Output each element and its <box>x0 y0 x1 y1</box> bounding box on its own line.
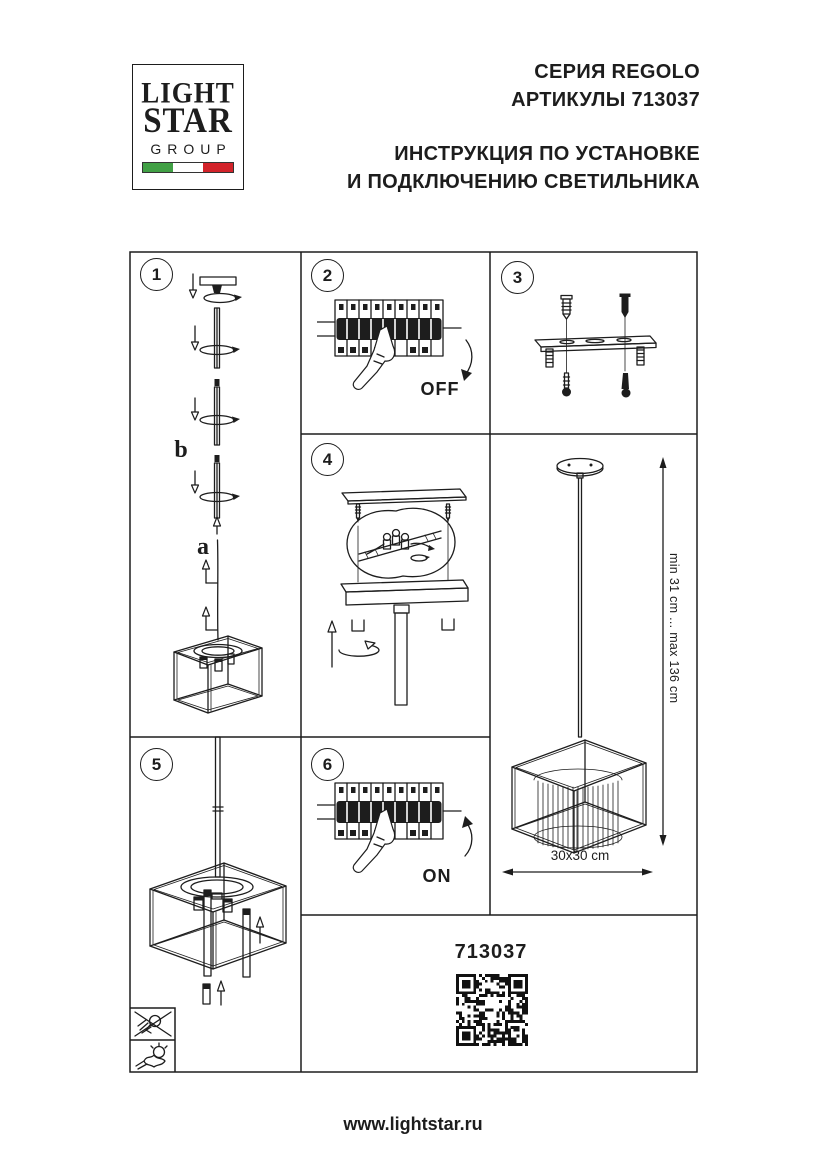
no-bare-hands-icon <box>130 1008 175 1040</box>
step-4-diagram <box>301 434 490 737</box>
qr-article-number: 713037 <box>454 941 528 963</box>
step-3-badge <box>501 261 534 294</box>
instruction-title-1: ИНСТРУКЦИЯ ПО УСТАНОВКЕ <box>394 143 700 165</box>
qr-code <box>456 974 528 1046</box>
assembled-lamp-diagram <box>490 435 697 915</box>
article-number: АРТИКУЛЫ 713037 <box>511 89 700 111</box>
step-4-number: 4 <box>322 449 333 469</box>
step-2-number: 2 <box>322 265 333 285</box>
logo-group: GROUP <box>150 140 232 157</box>
logo-light: LIGHT <box>141 77 235 110</box>
instruction-title-2: И ПОДКЛЮЧЕНИЮ СВЕТИЛЬНИКА <box>346 171 700 193</box>
website-url: www.lightstar.ru <box>343 1114 483 1134</box>
part-a-label: a <box>197 534 209 560</box>
use-cloth-icon <box>130 1040 175 1072</box>
base-size-label: 30x30 cm <box>550 848 610 863</box>
height-range-label: min 31 cm ... max 136 cm <box>667 553 681 704</box>
off-label: OFF <box>420 379 460 399</box>
on-label: ON <box>422 866 452 886</box>
step-4-badge <box>311 443 344 476</box>
part-b-label: b <box>174 437 188 463</box>
step-6-number: 6 <box>322 754 333 774</box>
step-1-number: 1 <box>151 264 162 284</box>
step-1-badge <box>140 258 173 291</box>
logo-star: STAR <box>143 101 233 141</box>
step-5-badge <box>140 748 173 781</box>
series-title: СЕРИЯ REGOLO <box>534 61 700 83</box>
step-5-number: 5 <box>151 754 162 774</box>
step-2-badge <box>311 259 344 292</box>
step-6-badge <box>311 748 344 781</box>
step-1-diagram <box>130 252 301 737</box>
step-3-number: 3 <box>512 267 523 287</box>
